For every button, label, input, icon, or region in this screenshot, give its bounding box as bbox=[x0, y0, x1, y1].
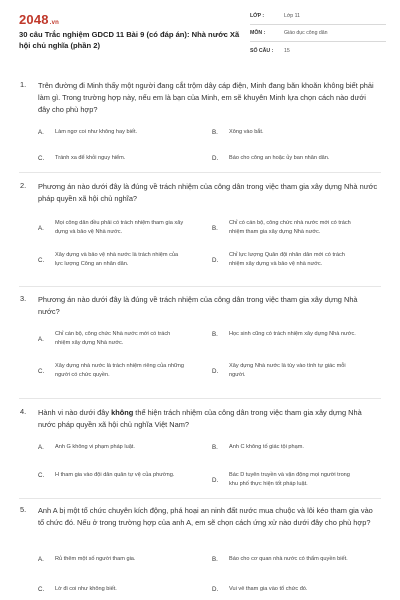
option-letter: B. bbox=[212, 129, 218, 137]
meta-table bbox=[250, 8, 386, 59]
option-b[interactable] bbox=[212, 219, 359, 238]
option-text: Xây dựng Nhà nước là tùy vào tính tự giác mỗi người. bbox=[229, 363, 346, 379]
option-text: Rủ thêm một số người tham gia. bbox=[55, 556, 136, 562]
option-b[interactable] bbox=[212, 443, 359, 452]
option-letter: B. bbox=[212, 444, 218, 452]
option-d[interactable] bbox=[212, 362, 359, 381]
option-d[interactable] bbox=[212, 471, 359, 490]
option-a[interactable] bbox=[38, 219, 185, 238]
question-number: 1. bbox=[20, 80, 27, 89]
question-text: Phương án nào dưới đây là đúng về trách nhiệm của công dân trong việc tham gia xây dựng Nhà nước? bbox=[38, 295, 358, 317]
option-text: Báo cho cơ quan nhà nước có thẩm quyền biết. bbox=[229, 556, 348, 562]
option-a[interactable] bbox=[38, 330, 185, 349]
option-text: Lờ đi coi như không biết. bbox=[55, 586, 117, 592]
option-letter: B. bbox=[212, 331, 218, 339]
option-text: Chỉ cán bộ, công chức Nhà nước mới có trách nhiệm xây dựng Nhà nước. bbox=[55, 331, 171, 347]
logo-sub: .vn bbox=[49, 20, 60, 26]
option-letter: C. bbox=[38, 155, 45, 163]
option-text: Báo cho công an hoặc ủy ban nhân dân. bbox=[229, 155, 330, 161]
divider bbox=[19, 172, 381, 173]
option-d[interactable] bbox=[212, 585, 359, 594]
question-text-before: Hành vi nào dưới đây bbox=[38, 408, 112, 417]
option-text: Xây dựng nhà nước là trách nhiệm riêng của những người có chức quyền. bbox=[55, 363, 185, 379]
option-letter: D. bbox=[212, 367, 219, 375]
option-letter: D. bbox=[212, 476, 219, 484]
option-text: Xây dựng và bảo vệ nhà nước là trách nhiệm của lực lượng Công an nhân dân. bbox=[55, 252, 179, 268]
option-letter: C. bbox=[38, 586, 45, 594]
option-letter: A. bbox=[38, 556, 44, 564]
option-letter: B. bbox=[212, 556, 218, 564]
option-letter: A. bbox=[38, 224, 44, 232]
logo-main: 2048 bbox=[19, 12, 49, 27]
question-number: 3. bbox=[20, 294, 27, 303]
option-text: Vui vẻ tham gia vào tổ chức đó. bbox=[229, 586, 308, 592]
option-letter: A. bbox=[38, 444, 44, 452]
site-logo[interactable] bbox=[19, 12, 59, 27]
option-letter: A. bbox=[38, 129, 44, 137]
question-text: Trên đường đi Minh thấy một người đang cắt trộm dây cáp điện, Minh đang băn khoăn không biết phải làm gì. Trong trường hợp này, nếu em là bạn của Minh, em sẽ khuyên Minh lựa chọn cách nào dưới đây cho phù hợp? bbox=[38, 81, 374, 115]
option-b[interactable] bbox=[212, 128, 359, 137]
question-number: 2. bbox=[20, 181, 27, 190]
option-letter: A. bbox=[38, 335, 44, 343]
option-letter: D. bbox=[212, 586, 219, 594]
option-text: Chỉ lực lượng Quân đội nhân dân mới có trách nhiệm xây dựng và bảo vệ nhà nước. bbox=[229, 252, 345, 268]
option-c[interactable] bbox=[38, 585, 185, 594]
option-c[interactable] bbox=[38, 362, 185, 381]
option-letter: B. bbox=[212, 224, 218, 232]
option-text: H tham gia vào đội dân quân tự vệ của phường. bbox=[55, 472, 175, 478]
divider bbox=[19, 498, 381, 499]
option-text: Học sinh cũng có trách nhiệm xây dựng Nhà nước. bbox=[229, 331, 356, 337]
document-title: 30 câu Trắc nghiệm GDCD 11 Bài 9 (có đáp án): Nhà nước Xã hội chủ nghĩa (phần 2) bbox=[19, 30, 240, 50]
option-letter: C. bbox=[38, 472, 45, 480]
meta-value: 15 bbox=[284, 47, 290, 54]
divider bbox=[19, 398, 381, 399]
meta-value: Giáo dục công dân bbox=[284, 30, 328, 36]
meta-row-subject bbox=[250, 25, 386, 42]
question-number: 5. bbox=[20, 505, 27, 514]
option-c[interactable] bbox=[38, 154, 185, 163]
question-number: 4. bbox=[20, 407, 27, 416]
document-header bbox=[0, 0, 400, 62]
option-letter: C. bbox=[38, 256, 45, 264]
option-text: Làm ngơ coi như không hay biết. bbox=[55, 129, 138, 135]
option-b[interactable] bbox=[212, 555, 359, 564]
question-text: Anh A bị một tổ chức chuyên kích động, phá hoại an ninh đất nước mua chuộc và lôi kéo tham gia vào tổ chức đó. Nếu ở trong trường hợp của anh A, em sẽ chọn cách ứng xử nào dưới đây cho phù hợp? bbox=[38, 506, 373, 528]
option-letter: D. bbox=[212, 155, 219, 163]
option-text: Anh C không tố giác tội phạm. bbox=[229, 444, 304, 450]
meta-label: SỐ CÂU : bbox=[250, 47, 274, 54]
option-c[interactable] bbox=[38, 251, 185, 270]
option-letter: D. bbox=[212, 256, 219, 264]
meta-row-class bbox=[250, 8, 386, 25]
option-text: Tránh xa để khỏi nguy hiểm. bbox=[55, 155, 126, 161]
option-text: Bác D tuyên truyền và vận động mọi người trong khu phố thực hiện tốt pháp luật. bbox=[229, 472, 350, 488]
option-d[interactable] bbox=[212, 251, 359, 270]
option-d[interactable] bbox=[212, 154, 359, 163]
option-text: Mọi công dân đều phải có trách nhiệm tham gia xây dựng và bảo vệ Nhà nước. bbox=[55, 220, 184, 236]
question-text bbox=[38, 407, 378, 431]
option-b[interactable] bbox=[212, 330, 359, 339]
divider bbox=[19, 286, 381, 287]
question-text-emphasis: không bbox=[111, 408, 134, 417]
option-a[interactable] bbox=[38, 128, 185, 137]
option-c[interactable] bbox=[38, 471, 185, 480]
meta-value: Lớp 11 bbox=[284, 13, 300, 19]
option-a[interactable] bbox=[38, 555, 185, 564]
meta-label: LỚP : bbox=[250, 13, 265, 19]
option-text: Xông vào bắt. bbox=[229, 129, 264, 135]
question-text: Phương án nào dưới đây là đúng về trách nhiệm của công dân trong việc tham gia xây dựng Nhà nước pháp quyền xã hội chủ nghĩa? bbox=[38, 182, 378, 204]
option-text: Chỉ có cán bộ, công chức nhà nước mới có trách nhiệm tham gia xây dựng Nhà nước. bbox=[229, 220, 351, 236]
option-text: Anh G không vi phạm pháp luật. bbox=[55, 444, 135, 450]
option-a[interactable] bbox=[38, 443, 185, 452]
option-letter: C. bbox=[38, 367, 45, 375]
meta-label: MÔN : bbox=[250, 30, 266, 36]
question-text-after: thể hiện trách nhiệm của công dân trong việc tham gia xây dựng Nhà nước pháp quyền xã hội chủ nghĩa Việt Nam? bbox=[38, 408, 362, 430]
meta-row-count bbox=[250, 42, 386, 59]
